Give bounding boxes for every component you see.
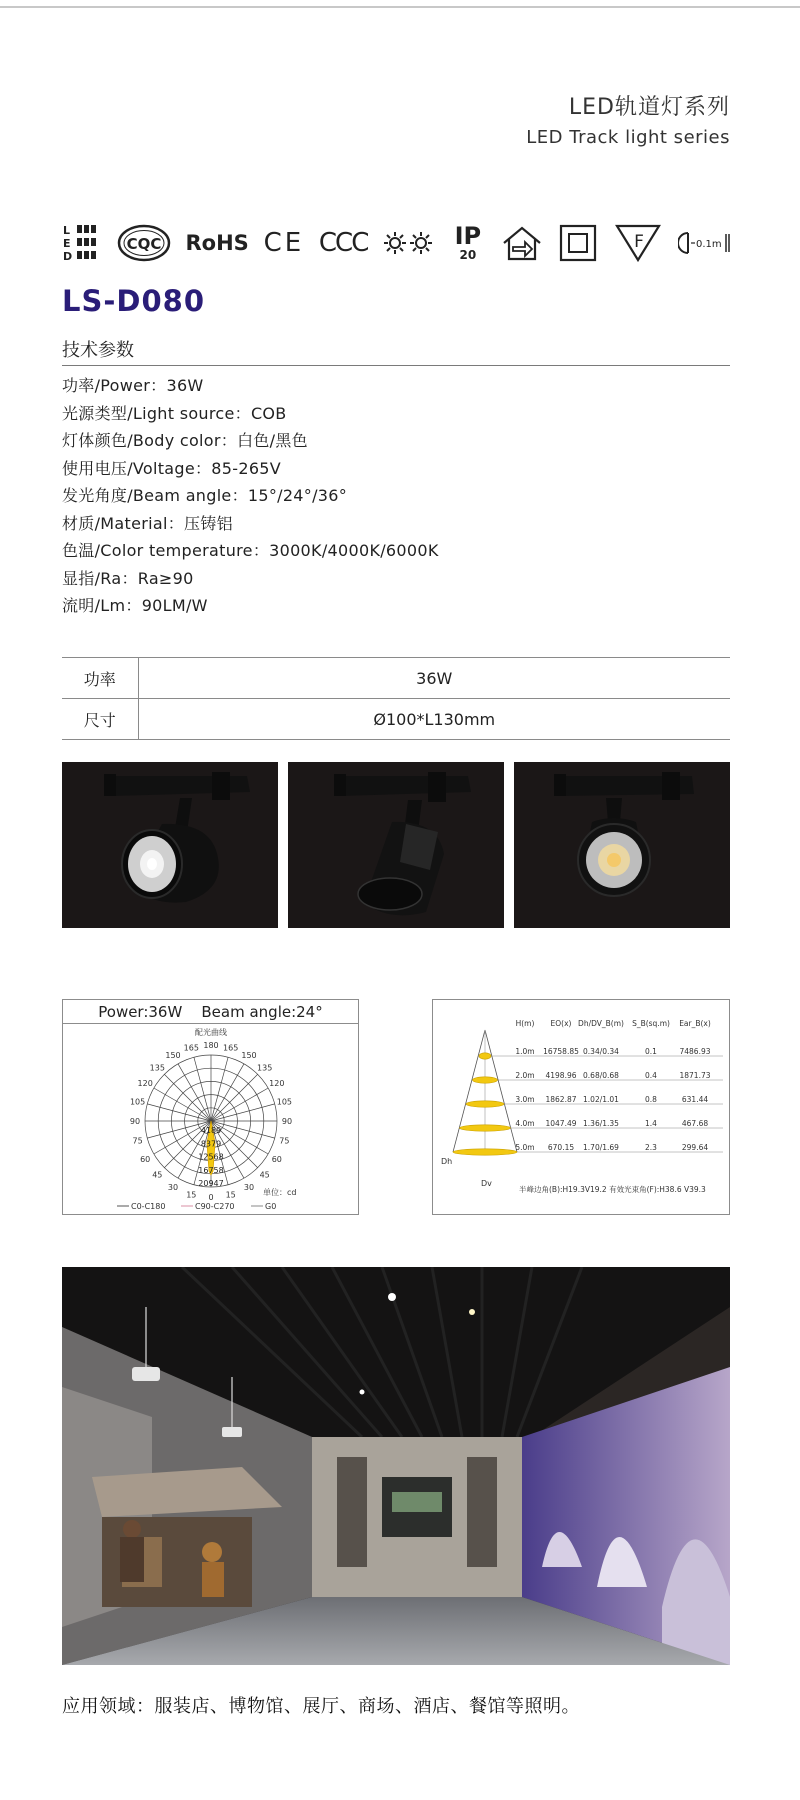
polar-angle-label: 165 [183,1043,199,1053]
polar-angle-label: 60 [140,1155,151,1164]
table-cell: 7486.93 [679,1047,711,1056]
led-letter-e: E [63,237,71,250]
legend-c90: C90-C270 [195,1202,235,1211]
beam-spot-ellipse [473,1077,498,1083]
beam-spot-ellipse [453,1149,517,1155]
polar-ring-value: 16758 [198,1165,224,1175]
table-cell: 1.36/1.35 [583,1119,619,1128]
spec-power: 功率/Power：36W [62,376,204,395]
table-cell: 0.4 [645,1071,657,1080]
polar-angle-label: 135 [257,1063,273,1073]
ip20-rating-icon [451,220,485,266]
polar-angle-label: 105 [276,1097,293,1107]
illuminance-footer: 半峰边角(B):H19.3V19.2 有效光束角(F):H38.6 V39.3 [519,1185,706,1194]
table-header-cell: S_B(sq.m) [632,1019,670,1028]
polar-ring-value: 12568 [198,1152,224,1162]
table-cell: 1047.49 [545,1119,577,1128]
polar-angle-label: 0 [208,1193,214,1202]
cqc-mark-text: CQC [126,235,162,253]
polar-spoke [178,1064,211,1121]
polar-angle-label: 45 [152,1170,163,1180]
spec-beam-angle: 发光角度/Beam angle：15°/24°/36° [62,486,348,505]
f-mark-text: F [634,232,645,252]
table-cell: 467.68 [681,1119,709,1128]
table-header-cell: EO(x) [550,1019,572,1028]
polar-angle-label: 90 [129,1117,141,1126]
polar-chart-title: Power:36W Beam angle:24° [63,1000,358,1024]
table-cell: 3.0m [515,1095,535,1104]
polar-distribution-chart [62,999,359,1215]
ip-label: IP [454,222,482,250]
top-divider [0,6,800,8]
polar-spoke [164,1074,211,1121]
spec-material: 材质/Material：压铸铝 [62,513,233,533]
ccc-mark: CCC [318,228,368,258]
table-cell: 1.0m [515,1047,535,1056]
legend-g0: G0 [265,1202,277,1211]
table-cell: 2.3 [645,1143,657,1152]
table-cell: 670.15 [547,1143,575,1152]
rohs-mark: RoHS [185,231,249,255]
table-cell: 0.68/0.68 [583,1071,619,1080]
application-text: 应用领域：服装店、博物馆、展厅、商场、酒店、餐馆等照明。 [62,1696,580,1717]
table-header-cell: Ear_B(x) [679,1019,711,1028]
polar-ring-value: 8379 [200,1139,222,1149]
spec-heading: 技术参数 [62,340,134,361]
polar-chart-subtitle: 配光曲线 [195,1028,227,1037]
axis-label-dv: Dv [481,1179,492,1188]
polar-angle-label: 15 [225,1190,236,1200]
polar-angle-label: 150 [165,1051,181,1061]
table-cell: 0.34/0.34 [583,1047,619,1056]
table-cell: 1871.73 [679,1071,711,1080]
polar-angle-label: 30 [243,1182,255,1192]
polar-angle-label: 60 [271,1155,282,1164]
polar-angle-label: 75 [132,1136,143,1146]
series-title-en: LED Track light series [526,127,730,148]
spec-light-source: 光源类型/Light source：COB [62,403,287,423]
beam-spot-ellipse [460,1125,511,1131]
polar-angle-label: 75 [279,1136,290,1146]
ip-rating-value: 20 [459,248,477,262]
polar-spoke [154,1088,211,1121]
product-photo-row [62,762,730,928]
axis-label-dh: Dh [441,1157,453,1166]
certification-row [62,220,732,266]
cqc-mark-icon [117,220,171,266]
min-distance-icon [678,220,732,266]
beam-spot-ellipse [479,1053,491,1059]
spec-lumen: 流明/Lm：90LM/W [62,596,208,615]
polar-unit-label: 单位：cd [263,1188,297,1197]
table-row-value: 36W [138,658,730,699]
table-row-value: Ø100*L130mm [138,699,730,740]
table-cell: 1.02/1.01 [583,1095,619,1104]
table-cell: 631.44 [681,1095,709,1104]
spec-divider [62,365,730,366]
polar-spoke [211,1074,258,1121]
table-cell: 1.70/1.69 [583,1143,619,1152]
table-header-cell: Dh/DV_B(m) [578,1019,624,1028]
f-mark-icon [613,220,663,266]
table-cell: 16758.85 [543,1047,579,1056]
table-cell: 1.4 [645,1119,657,1128]
polar-ring-value: 20947 [198,1179,224,1188]
polar-spoke [211,1057,228,1121]
product-photo-facing [514,762,730,928]
spec-body-color: 灯体颜色/Body color：白色/黑色 [62,431,308,450]
polar-angle-label: 165 [223,1043,239,1053]
house-arrow-icon [500,220,544,266]
legend-c0: C0-C180 [131,1202,166,1211]
indoor-use-icon [382,220,436,266]
polar-angle-label: 90 [281,1117,293,1126]
polar-spoke [211,1088,268,1121]
table-cell: 0.1 [645,1047,657,1056]
table-cell: 4198.96 [545,1071,577,1080]
product-photo-front-angle [62,762,278,928]
spec-list [62,372,439,620]
min-distance-text: 0.1m [695,239,722,250]
beam-spot-ellipse [466,1101,504,1107]
polar-angle-label: 180 [203,1041,219,1050]
polar-angle-label: 120 [269,1079,285,1088]
illuminance-chart [432,999,730,1215]
product-photo-side [288,762,504,928]
polar-angle-label: 45 [259,1170,270,1180]
polar-spoke [211,1064,244,1121]
spec-color-temperature: 色温/Color temperature：3000K/4000K/6000K [62,541,439,560]
table-row [62,658,730,699]
model-number: LS-D080 [62,284,206,318]
polar-angle-label: 15 [186,1190,197,1200]
series-title-zh: LED轨道灯系列 [568,95,730,120]
polar-spoke [211,1104,275,1121]
polar-spoke [194,1057,211,1121]
led-letter-l: L [63,224,71,237]
led-letter-d: D [63,250,73,263]
table-cell: 4.0m [515,1119,535,1128]
class-ii-insulation-icon [558,220,598,266]
ce-mark: CE [263,228,305,258]
table-row-label: 尺寸 [62,699,138,740]
table-cell: 5.0m [515,1143,535,1152]
polar-spoke [147,1104,211,1121]
table-cell: 2.0m [515,1071,535,1080]
polar-ring-value: 4189 [200,1126,222,1136]
spec-voltage: 使用电压/Voltage：85-265V [62,458,282,478]
table-cell: 1862.87 [545,1095,577,1104]
table-cell: 299.64 [681,1143,709,1152]
table-cell: 0.8 [645,1095,657,1104]
polar-angle-label: 135 [149,1063,165,1073]
table-row [62,699,730,740]
polar-angle-label: 105 [129,1097,146,1107]
table-row-label: 功率 [62,658,138,699]
polar-angle-label: 150 [241,1051,257,1061]
power-size-table [62,657,730,740]
series-heading [526,90,730,148]
spec-ra: 显指/Ra：Ra≥90 [62,568,194,588]
application-scene-photo [62,1267,730,1665]
table-header-cell: H(m) [515,1019,535,1028]
polar-angle-label: 30 [167,1182,179,1192]
polar-angle-label: 120 [137,1079,153,1088]
led-mark-icon [62,220,102,266]
